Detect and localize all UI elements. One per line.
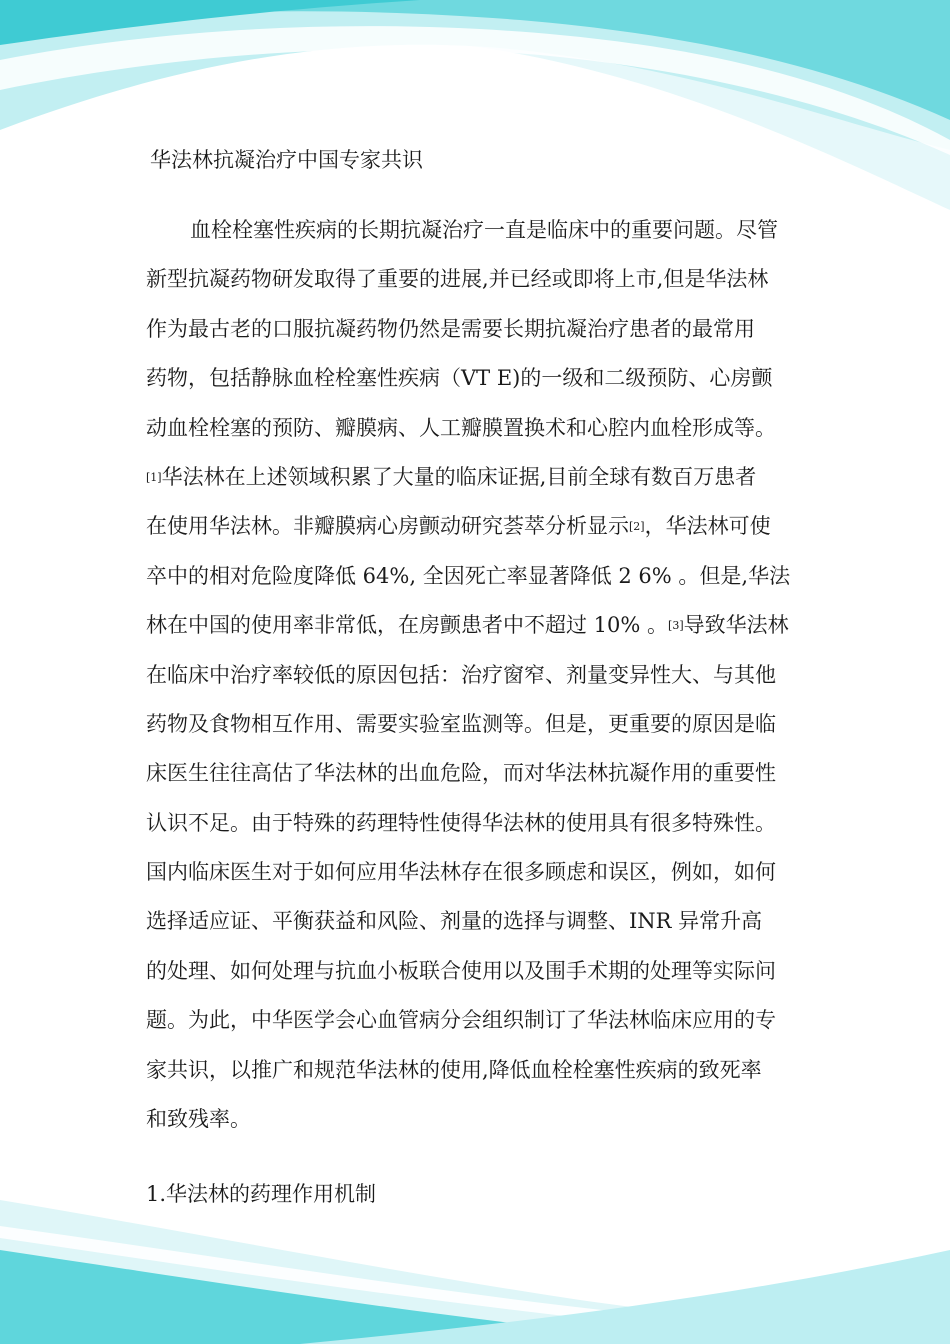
paragraph-line: [146, 749, 826, 798]
line-text: 国内临床医生对于如何应用华法林存在很多顾虑和误区，例如，如何: [146, 860, 776, 885]
line-text: 动血栓栓塞的预防、瓣膜病、人工瓣膜置换术和心腔内血栓形成等。: [146, 415, 776, 440]
paragraph-line: [146, 1046, 826, 1095]
line-text: 认识不足。由于特殊的药理特性使得华法林的使用具有很多特殊性。: [146, 810, 776, 835]
paragraph-line: [146, 354, 826, 403]
line-text: 林在中国的使用率非常低，在房颤患者中不超过 10% 。: [146, 613, 669, 638]
citation-ref: [2]: [629, 520, 645, 534]
line-text: ，华法林可使: [644, 514, 771, 539]
paragraph-line: [146, 552, 826, 601]
paragraph-line: [146, 206, 826, 255]
section-heading: 1.华法林的药理作用机制: [146, 1182, 377, 1206]
paragraph-line: [146, 255, 826, 304]
line-text: 床医生往往高估了华法林的出血危险，而对华法林抗凝作用的重要性: [146, 761, 776, 786]
line-text: 药物及食物相互作用、需要实验室监测等。但是，更重要的原因是临: [146, 711, 776, 736]
line-text: 导致华法林: [683, 613, 789, 638]
paragraph-line: [146, 1095, 826, 1144]
line-text: 药物，包括静脉血栓栓塞性疾病（VT E)的一级和二级预防、心房颤: [146, 366, 773, 391]
paragraph-line: [146, 897, 826, 946]
line-text: 在临床中治疗率较低的原因包括：治疗窗窄、剂量变异性大、与其他: [146, 662, 776, 687]
paragraph-line: [146, 651, 826, 700]
line-text: 和致残率。: [146, 1107, 251, 1132]
paragraph-line: [146, 404, 826, 453]
paragraph-line: [146, 305, 826, 354]
line-text: 作为最古老的口服抗凝药物仍然是需要长期抗凝治疗患者的最常用: [146, 316, 755, 341]
citation-ref: [3]: [668, 619, 684, 633]
line-text: 在使用华法林。非瓣膜病心房颤动研究荟萃分析显示: [146, 514, 629, 539]
intro-paragraph: [146, 206, 826, 1144]
paragraph-line: [146, 502, 826, 551]
line-text: 华法林在上述领域积累了大量的临床证据,目前全球有数百万患者: [161, 464, 757, 489]
line-text: 的处理、如何处理与抗血小板联合使用以及围手术期的处理等实际问: [146, 958, 776, 983]
paragraph-line: [146, 848, 826, 897]
paragraph-line: [146, 996, 826, 1045]
paragraph-line: [146, 453, 826, 502]
line-text: 家共识，以推广和规范华法林的使用,降低血栓栓塞性疾病的致死率: [146, 1057, 762, 1082]
paragraph-line: [146, 601, 826, 650]
citation-ref: [1]: [146, 470, 162, 484]
paragraph-line: [146, 700, 826, 749]
document-title: 华法林抗凝治疗中国专家共识: [150, 148, 423, 172]
line-text: 血栓栓塞性疾病的长期抗凝治疗一直是临床中的重要问题。尽管: [190, 218, 778, 242]
line-text: 题。为此，中华医学会心血管病分会组织制订了华法林临床应用的专: [146, 1008, 776, 1033]
paragraph-line: [146, 947, 826, 996]
line-text: 新型抗凝药物研发取得了重要的进展,并已经或即将上市,但是华法林: [146, 267, 769, 292]
paragraph-line: [146, 799, 826, 848]
line-text: 卒中的相对危险度降低 64%, 全因死亡率显著降低 2 6% 。但是,华法: [146, 563, 791, 588]
line-text: 选择适应证、平衡获益和风险、剂量的选择与调整、INR 异常升高: [146, 909, 763, 934]
